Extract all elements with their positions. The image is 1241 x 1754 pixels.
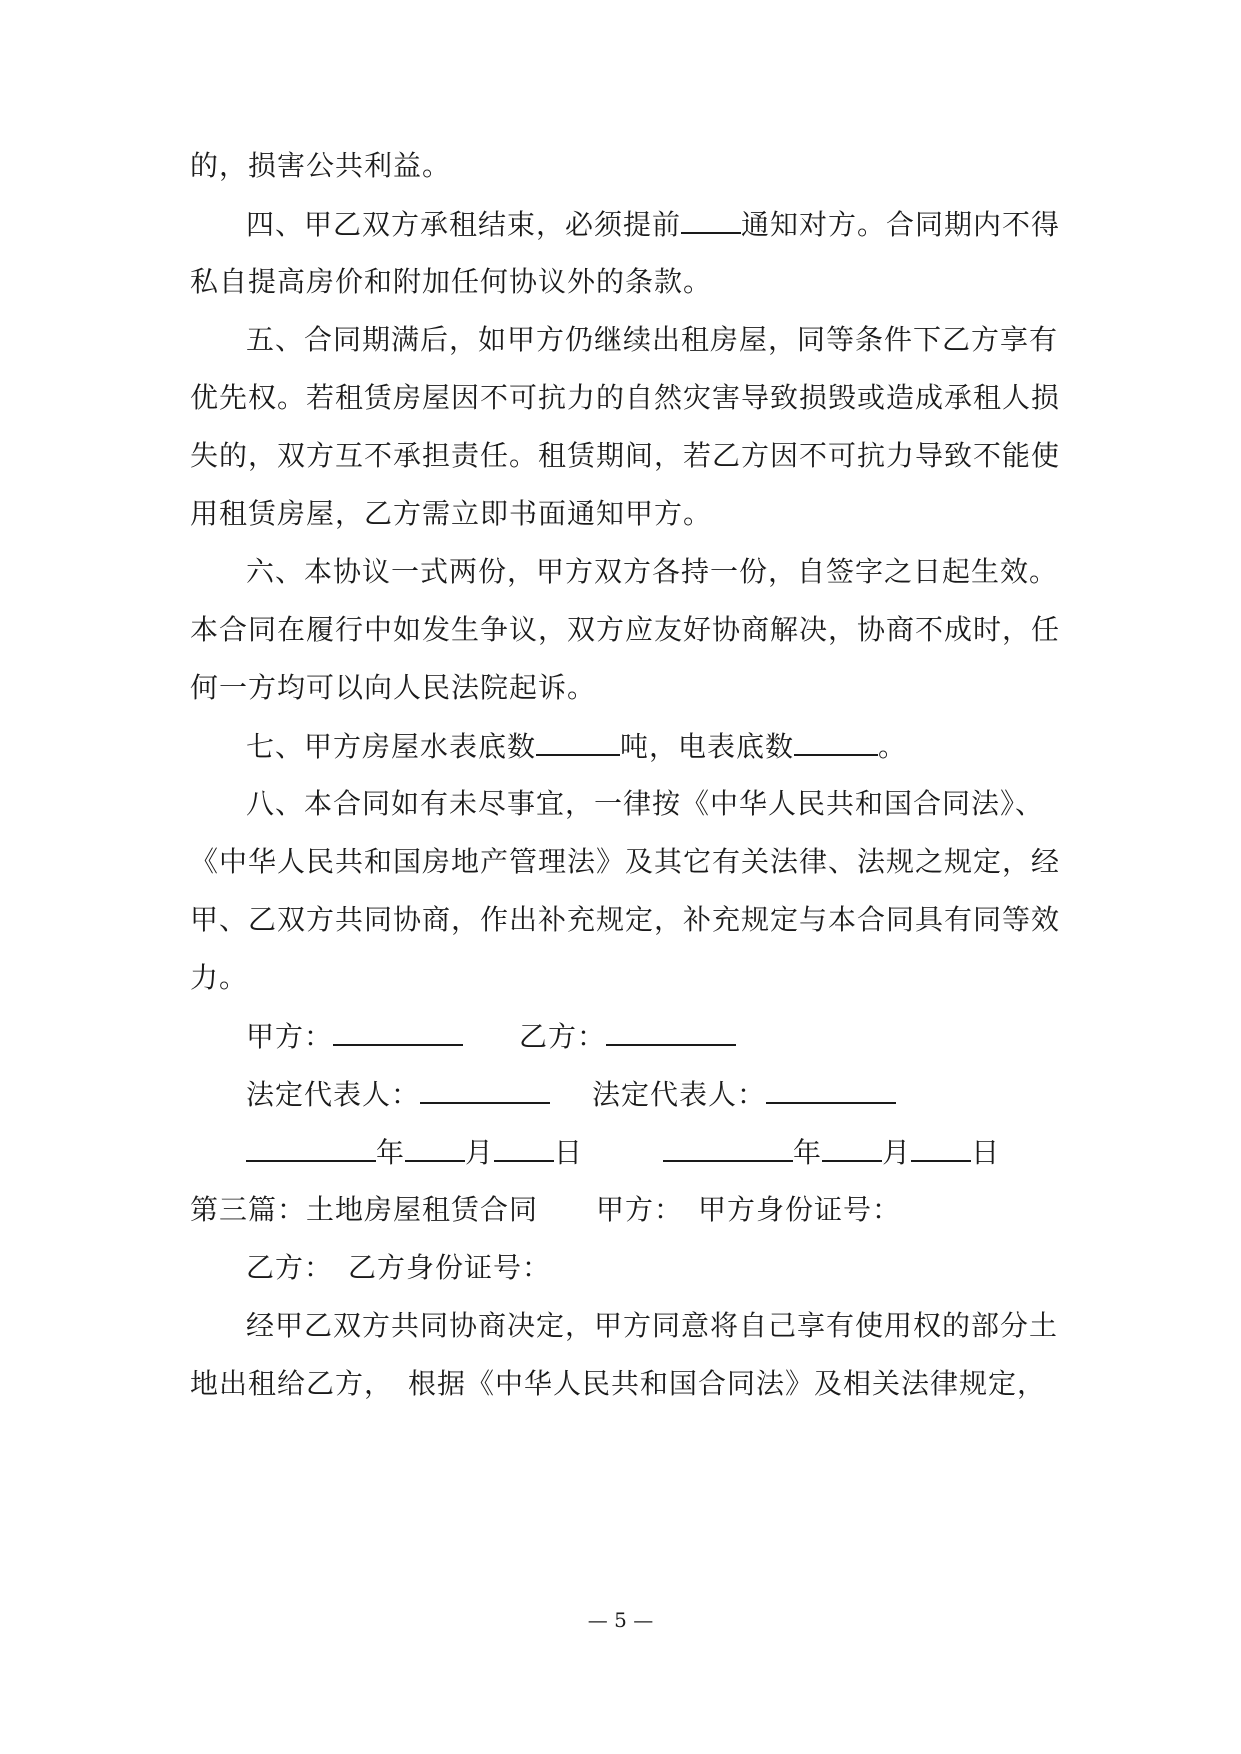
party-b-label: 乙方： <box>519 1020 607 1053</box>
paragraph-line: 用租赁房屋，乙方需立即书面通知甲方。 <box>190 497 713 530</box>
month-b-blank <box>822 1134 882 1162</box>
rep-b-label: 法定代表人： <box>592 1078 767 1111</box>
paragraph-line: 经甲乙双方共同协商决定，甲方同意将自己享有使用权的部分土 <box>246 1309 1059 1342</box>
paragraph-line: 优先权。若租赁房屋因不可抗力的自然灾害导致损毁或造成承租人损 <box>190 381 1061 414</box>
clause-four-line <box>246 206 1060 243</box>
paragraph-line: 本合同在履行中如发生争议，双方应友好协商解决，协商不成时，任 <box>190 613 1061 646</box>
clause-text: 四、甲乙双方承租结束，必须提前 <box>246 208 682 241</box>
year-b-blank <box>663 1134 793 1162</box>
representative-line <box>246 1076 896 1113</box>
water-meter-blank <box>536 728 620 756</box>
paragraph-line: 的，损害公共利益。 <box>190 149 452 182</box>
signature-parties-line <box>246 1018 736 1055</box>
paragraph-line: 私自提高房价和附加任何协议外的条款。 <box>190 265 713 298</box>
month-label: 月 <box>465 1136 495 1169</box>
party-b-blank <box>606 1018 736 1046</box>
year-label: 年 <box>793 1136 823 1169</box>
clause-six-line: 六、本协议一式两份，甲方双方各持一份，自签字之日起生效。 <box>246 555 1059 588</box>
paragraph-line: 《中华人民共和国房地产管理法》及其它有关法律、法规之规定，经 <box>190 845 1061 878</box>
year-a-blank <box>246 1134 376 1162</box>
party-a-label: 甲方： <box>246 1020 334 1053</box>
notice-period-blank <box>681 206 741 234</box>
paragraph-line: 甲、乙双方共同协商，作出补充规定，补充规定与本合同具有同等效 <box>190 903 1061 936</box>
section-heading-line: 第三篇：土地房屋租赁合同 甲方： 甲方身份证号： <box>190 1193 902 1226</box>
day-label: 日 <box>971 1136 1001 1169</box>
paragraph-line: 何一方均可以向人民法院起诉。 <box>190 671 597 704</box>
day-a-blank <box>494 1134 554 1162</box>
clause-eight-line: 八、本合同如有未尽事宜，一律按《中华人民共和国合同法》、 <box>246 787 1045 820</box>
clause-text: 吨，电表底数 <box>620 730 795 763</box>
clause-text: 七、甲方房屋水表底数 <box>246 730 537 763</box>
page-number: — 5 — <box>587 1608 654 1632</box>
clause-text: 。 <box>878 730 908 763</box>
clause-seven-line <box>246 728 907 765</box>
electric-meter-blank <box>794 728 878 756</box>
rep-a-label: 法定代表人： <box>246 1078 421 1111</box>
month-label: 月 <box>882 1136 912 1169</box>
clause-five-line: 五、合同期满后，如甲方仍继续出租房屋，同等条件下乙方享有 <box>246 323 1059 356</box>
paragraph-line: 失的，双方互不承担责任。租赁期间，若乙方因不可抗力导致不能使 <box>190 439 1061 472</box>
paragraph-line: 力。 <box>190 961 249 994</box>
party-b-id-line: 乙方： 乙方身份证号： <box>246 1251 552 1284</box>
party-a-blank <box>333 1018 463 1046</box>
rep-a-blank <box>420 1076 550 1104</box>
rep-b-blank <box>766 1076 896 1104</box>
day-label: 日 <box>554 1136 584 1169</box>
date-line <box>246 1134 1000 1171</box>
day-b-blank <box>911 1134 971 1162</box>
paragraph-line: 地出租给乙方， 根据《中华人民共和国合同法》及相关法律规定， <box>190 1367 1047 1400</box>
clause-text: 通知对方。合同期内不得 <box>741 208 1061 241</box>
month-a-blank <box>405 1134 465 1162</box>
year-label: 年 <box>376 1136 406 1169</box>
